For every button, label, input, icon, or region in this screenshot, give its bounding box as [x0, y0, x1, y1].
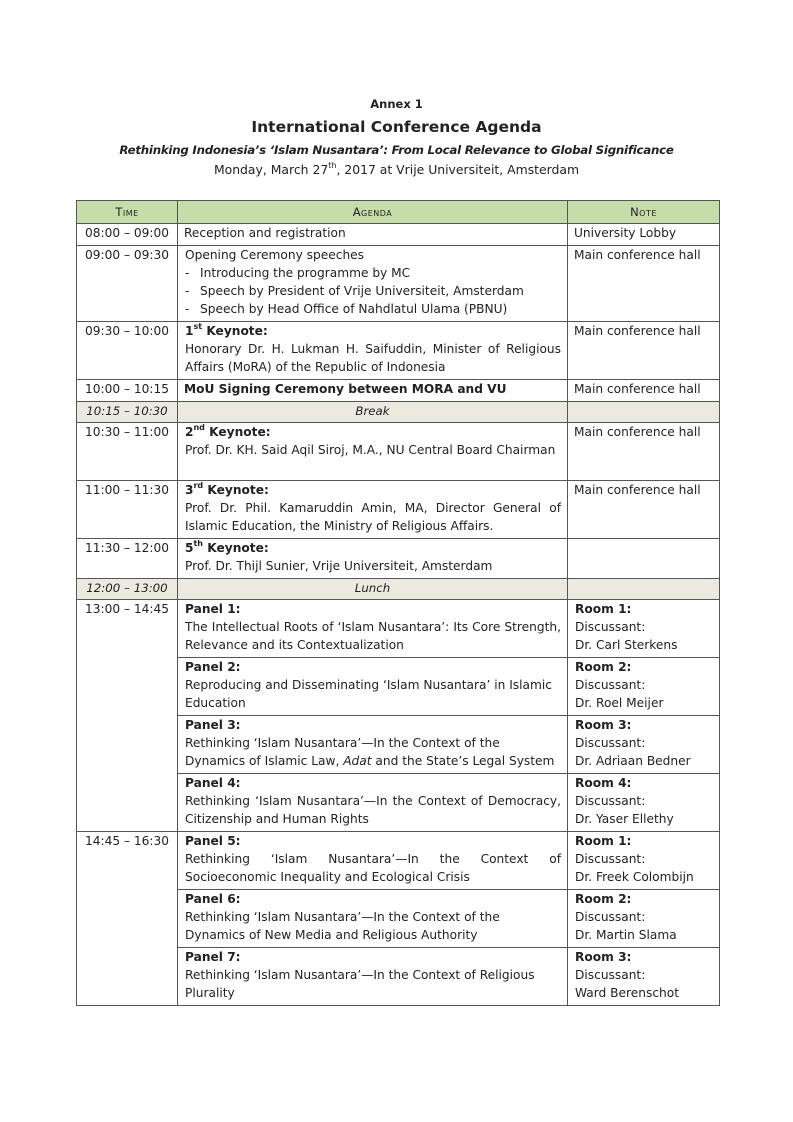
- note-cell: [568, 402, 720, 423]
- panel-label: Panel 5:: [185, 834, 241, 848]
- column-header-time: Time: [77, 201, 178, 224]
- room-label: Room 2:: [575, 660, 632, 674]
- note-cell: Main conference hall: [568, 481, 720, 539]
- time-cell: 09:30 – 10:00: [77, 322, 178, 380]
- table-row-panel: [77, 600, 720, 658]
- discussant-name: Dr. Freek Colombijn: [575, 870, 694, 884]
- agenda-cell: [178, 246, 568, 322]
- table-row: [77, 481, 720, 539]
- discussant-label: Discussant:: [575, 794, 646, 808]
- room-label: Room 1:: [575, 834, 632, 848]
- agenda-cell: [178, 481, 568, 539]
- agenda-cell: [178, 890, 568, 948]
- discussant-label: Discussant:: [575, 678, 646, 692]
- discussant-label: Discussant:: [575, 910, 646, 924]
- agenda-cell: [178, 539, 568, 579]
- note-cell: [568, 579, 720, 600]
- note-cell: [568, 832, 720, 890]
- agenda-cell: [178, 322, 568, 380]
- table-row: [77, 322, 720, 380]
- keynote-speaker: Prof. Dr. Phil. Kamaruddin Amin, MA, Director General of Islamic Education, the Ministry of Religious Affairs.: [185, 501, 561, 533]
- keynote-label: 3rd Keynote:: [185, 481, 269, 497]
- note-cell: [568, 890, 720, 948]
- room-label: Room 1:: [575, 602, 632, 616]
- agenda-heading: Opening Ceremony speeches: [185, 248, 365, 262]
- panel-title: Reproducing and Disseminating ‘Islam Nusantara’ in Islamic Education: [185, 678, 552, 710]
- panel-label: Panel 2:: [185, 660, 241, 674]
- room-label: Room 3:: [575, 950, 632, 964]
- table-row: [77, 423, 720, 481]
- panel-title: Rethinking ‘Islam Nusantara’—In the Context of the Dynamics of New Media and Religious Authority: [185, 910, 500, 942]
- time-cell: 09:00 – 09:30: [77, 246, 178, 322]
- discussant-name: Dr. Yaser Ellethy: [575, 812, 674, 826]
- note-cell: [568, 948, 720, 1006]
- room-label: Room 4:: [575, 776, 632, 790]
- time-cell: 10:30 – 11:00: [77, 423, 178, 481]
- panel-title: The Intellectual Roots of ‘Islam Nusantara’: Its Core Strength, Relevance and its Contextualization: [185, 620, 561, 652]
- note-cell: University Lobby: [568, 224, 720, 246]
- agenda-cell: MoU Signing Ceremony between MORA and VU: [178, 380, 568, 402]
- agenda-cell: Lunch: [178, 579, 568, 600]
- discussant-name: Dr. Roel Meijer: [575, 696, 664, 710]
- date-post: , 2017 at Vrije Universiteit, Amsterdam: [336, 162, 580, 177]
- table-row: [77, 539, 720, 579]
- keynote-speaker: Prof. Dr. Thijl Sunier, Vrije Universiteit, Amsterdam: [185, 559, 493, 573]
- column-header-agenda: Agenda: [178, 201, 568, 224]
- discussant-name: Dr. Martin Slama: [575, 928, 677, 942]
- note-cell: Main conference hall: [568, 322, 720, 380]
- keynote-label: 5th Keynote:: [185, 539, 269, 555]
- keynote-speaker: Honorary Dr. H. Lukman H. Saifuddin, Minister of Religious Affairs (MoRA) of the Republic of Indonesia: [185, 342, 561, 374]
- time-cell: 11:00 – 11:30: [77, 481, 178, 539]
- table-row-panel: [77, 832, 720, 890]
- agenda-cell: [178, 600, 568, 658]
- note-cell: [568, 658, 720, 716]
- agenda-cell: Break: [178, 402, 568, 423]
- list-item: - Speech by Head Office of Nahdlatul Ulama (PBNU): [185, 302, 508, 316]
- keynote-speaker: Prof. Dr. KH. Said Aqil Siroj, M.A., NU Central Board Chairman: [185, 443, 556, 457]
- agenda-cell: [178, 658, 568, 716]
- note-cell: Main conference hall: [568, 380, 720, 402]
- page-title: International Conference Agenda: [251, 118, 542, 136]
- discussant-label: Discussant:: [575, 852, 646, 866]
- note-cell: Main conference hall: [568, 423, 720, 481]
- time-cell: 14:45 – 16:30: [77, 832, 178, 1006]
- table-row: [77, 224, 720, 246]
- panel-title: Rethinking ‘Islam Nusantara’—In the Context of Democracy, Citizenship and Human Rights: [185, 794, 561, 826]
- room-label: Room 2:: [575, 892, 632, 906]
- panel-title-line2: Socioeconomic Inequality and Ecological Crisis: [185, 870, 470, 884]
- table-row: [77, 246, 720, 322]
- keynote-label: 2nd Keynote:: [185, 423, 271, 439]
- agenda-cell: [178, 774, 568, 832]
- date-sup: th: [328, 161, 337, 171]
- discussant-label: Discussant:: [575, 968, 646, 982]
- keynote-label: 1st Keynote:: [185, 322, 268, 338]
- date-pre: Monday, March 27: [213, 162, 329, 177]
- time-cell: 12:00 – 13:00: [77, 579, 178, 600]
- annex-label: Annex 1: [370, 97, 423, 111]
- agenda-cell: [178, 948, 568, 1006]
- agenda-cell: [178, 716, 568, 774]
- time-cell: 10:00 – 10:15: [77, 380, 178, 402]
- discussant-name: Ward Berenschot: [575, 986, 679, 1000]
- panel-title: Rethinking ‘Islam Nusantara’—In the Context of the Dynamics of Islamic Law, Adat and the State’s Legal System: [185, 736, 555, 768]
- discussant-label: Discussant:: [575, 736, 646, 750]
- page-subtitle: Rethinking Indonesia’s ‘Islam Nusantara’: From Local Relevance to Global Significance: [119, 143, 674, 157]
- panel-label: Panel 7:: [185, 950, 241, 964]
- agenda-cell: [178, 832, 568, 890]
- time-cell: 10:15 – 10:30: [77, 402, 178, 423]
- panel-label: Panel 3:: [185, 718, 241, 732]
- agenda-cell: Reception and registration: [178, 224, 568, 246]
- time-cell: 11:30 – 12:00: [77, 539, 178, 579]
- table-row: [77, 380, 720, 402]
- room-label: Room 3:: [575, 718, 632, 732]
- note-cell: [568, 716, 720, 774]
- panel-label: Panel 1:: [185, 602, 241, 616]
- discussant-name: Dr. Adriaan Bedner: [575, 754, 691, 768]
- panel-label: Panel 6:: [185, 892, 241, 906]
- list-item: - Introducing the programme by MC: [185, 266, 411, 280]
- panel-label: Panel 4:: [185, 776, 241, 790]
- column-header-note: Note: [568, 201, 720, 224]
- list-item: - Speech by President of Vrije Universiteit, Amsterdam: [185, 284, 524, 298]
- time-cell: 13:00 – 14:45: [77, 600, 178, 832]
- note-cell: [568, 539, 720, 579]
- agenda-table: [76, 200, 720, 1006]
- table-row-lunch: [77, 579, 720, 600]
- agenda-cell: [178, 423, 568, 481]
- date-line: [0, 162, 793, 177]
- table-row-break: [77, 402, 720, 423]
- time-cell: 08:00 – 09:00: [77, 224, 178, 246]
- note-cell: Main conference hall: [568, 246, 720, 322]
- note-cell: [568, 774, 720, 832]
- discussant-label: Discussant:: [575, 620, 646, 634]
- panel-title-line1: Rethinking ‘Islam Nusantara’—In the Context of: [185, 852, 561, 866]
- discussant-name: Dr. Carl Sterkens: [575, 638, 678, 652]
- note-cell: [568, 600, 720, 658]
- table-header-row: [77, 201, 720, 224]
- panel-title: Rethinking ‘Islam Nusantara’—In the Context of Religious Plurality: [185, 968, 535, 1000]
